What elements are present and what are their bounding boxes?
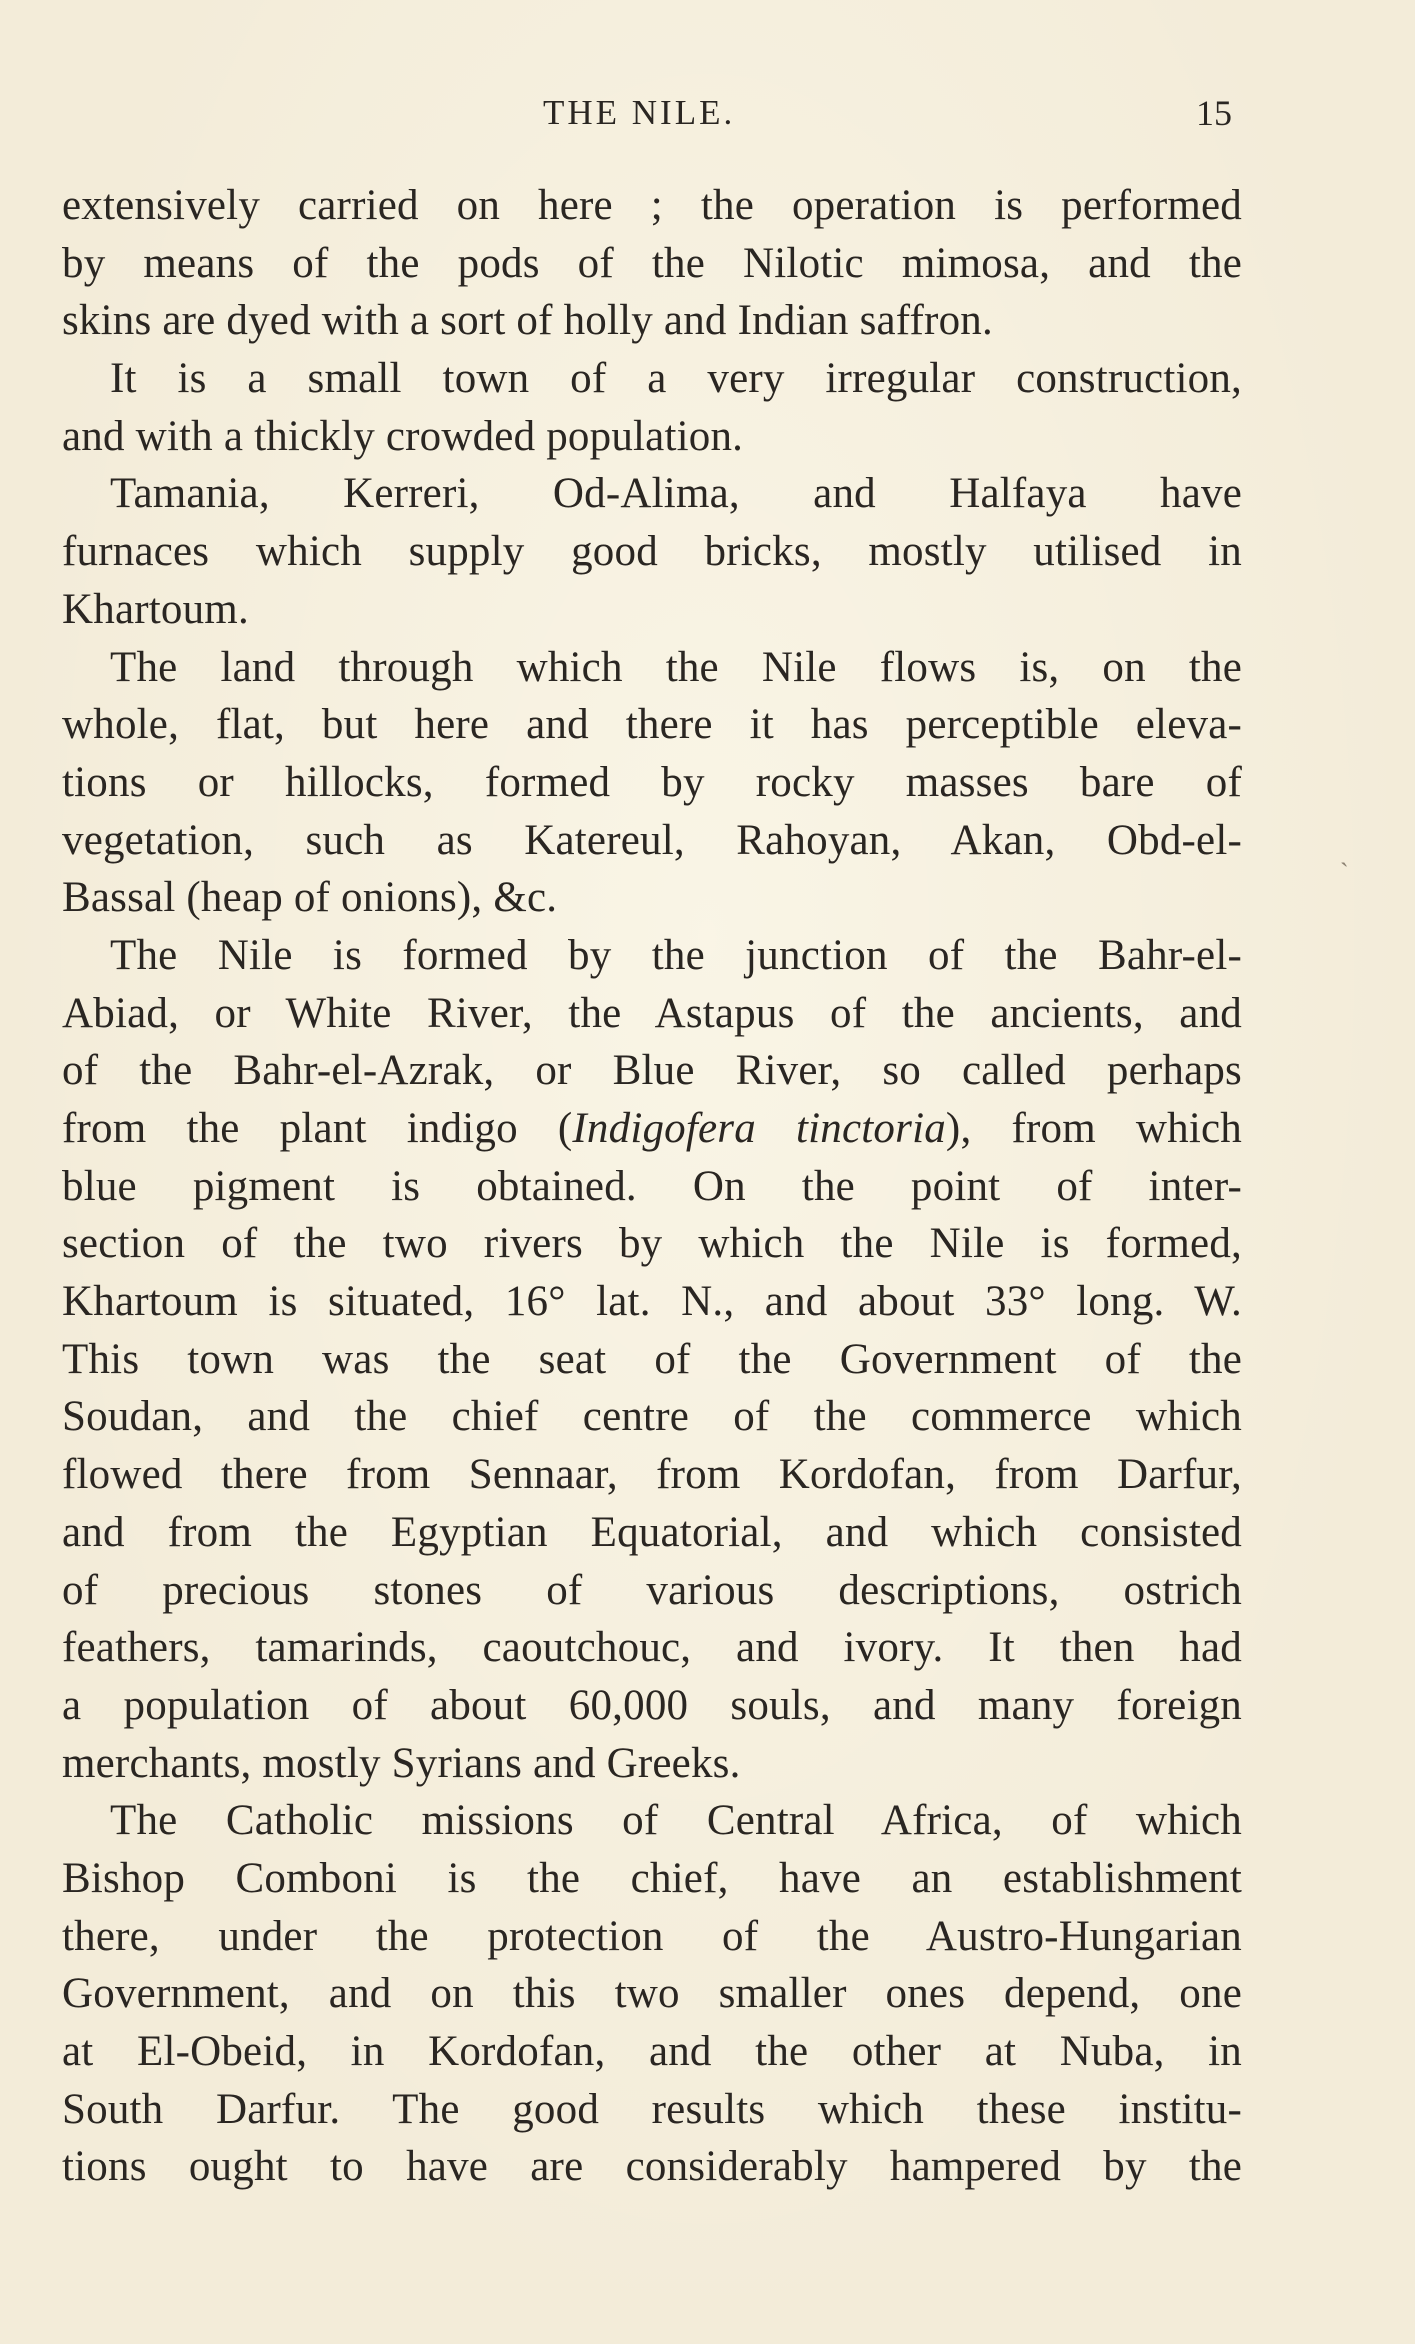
text-line: flowed there from Sennaar, from Kordofan, from Darfur,: [62, 1451, 1242, 1499]
text-line: Abiad, or White River, the Astapus of the ancients, and: [62, 989, 1242, 1037]
text-line: a population of about 60,000 souls, and many foreign: [62, 1681, 1242, 1729]
margin-mark: ˏ: [1340, 838, 1349, 867]
text-line: of the Bahr-el-Azrak, or Blue River, so called perhaps: [62, 1047, 1242, 1095]
text-line: The land through which the Nile flows is, on the: [110, 643, 1242, 691]
text-line: at El-Obeid, in Kordofan, and the other at Nuba, in: [62, 2028, 1242, 2075]
running-head: [0, 88, 1415, 138]
text-line: there, under the protection of the Austro-Hungarian: [62, 1912, 1242, 1960]
text-line: South Darfur. The good results which these institu-: [62, 2085, 1242, 2133]
text-line: section of the two rivers by which the Nile is formed,: [62, 1220, 1242, 1268]
text-line: and with a thickly crowded population.: [62, 412, 744, 460]
text-line: Bishop Comboni is the chief, have an establishment: [62, 1854, 1242, 1902]
text-line: from the plant indigo (Indigofera tinctoria), from which: [62, 1105, 1243, 1152]
text-line: Government, and on this two smaller ones depend, one: [62, 1970, 1242, 2018]
text-line: extensively carried on here ; the operation is performed: [62, 182, 1242, 229]
text-line: of precious stones of various descriptions, ostrich: [62, 1566, 1242, 1614]
text-line: furnaces which supply good bricks, mostly utilised in: [62, 528, 1242, 576]
text-line: feathers, tamarinds, caoutchouc, and ivory. It then had: [62, 1624, 1242, 1672]
text-line: It is a small town of a very irregular construction,: [110, 355, 1242, 403]
text-line: Soudan, and the chief centre of the commerce which: [62, 1393, 1242, 1441]
text-line: whole, flat, but here and there it has perceptible eleva-: [62, 701, 1242, 749]
text-line: blue pigment is obtained. On the point of inter-: [62, 1162, 1242, 1210]
text-line: Tamania, Kerreri, Od-Alima, and Halfaya have: [110, 470, 1242, 518]
text-line: This town was the seat of the Government of the: [62, 1335, 1242, 1383]
text-line: tions ought to have are considerably hampered by the: [62, 2143, 1242, 2191]
text-line: Khartoum.: [62, 585, 249, 633]
text-line: merchants, mostly Syrians and Greeks.: [62, 1739, 741, 1787]
text-line: by means of the pods of the Nilotic mimosa, and the: [62, 239, 1242, 287]
text-line: Khartoum is situated, 16° lat. N., and about 33° long. W.: [62, 1278, 1242, 1326]
botanical-name: Indigofera tinctoria: [572, 1105, 946, 1152]
text-line: vegetation, such as Katereul, Rahoyan, Akan, Obd-el-: [62, 816, 1242, 864]
page-number: 15: [1196, 93, 1232, 133]
text-line: skins are dyed with a sort of holly and Indian saffron.: [62, 297, 993, 345]
text-line: Bassal (heap of onions), &c.: [62, 874, 558, 922]
text-line: tions or hillocks, formed by rocky masses bare of: [62, 758, 1242, 806]
text-line: and from the Egyptian Equatorial, and which consisted: [62, 1508, 1242, 1556]
running-title: THE NILE.: [543, 93, 736, 132]
text-line: The Nile is formed by the junction of the Bahr-el-: [110, 931, 1242, 979]
body-text: [62, 177, 1242, 2196]
text-line: The Catholic missions of Central Africa, of which: [110, 1797, 1242, 1845]
